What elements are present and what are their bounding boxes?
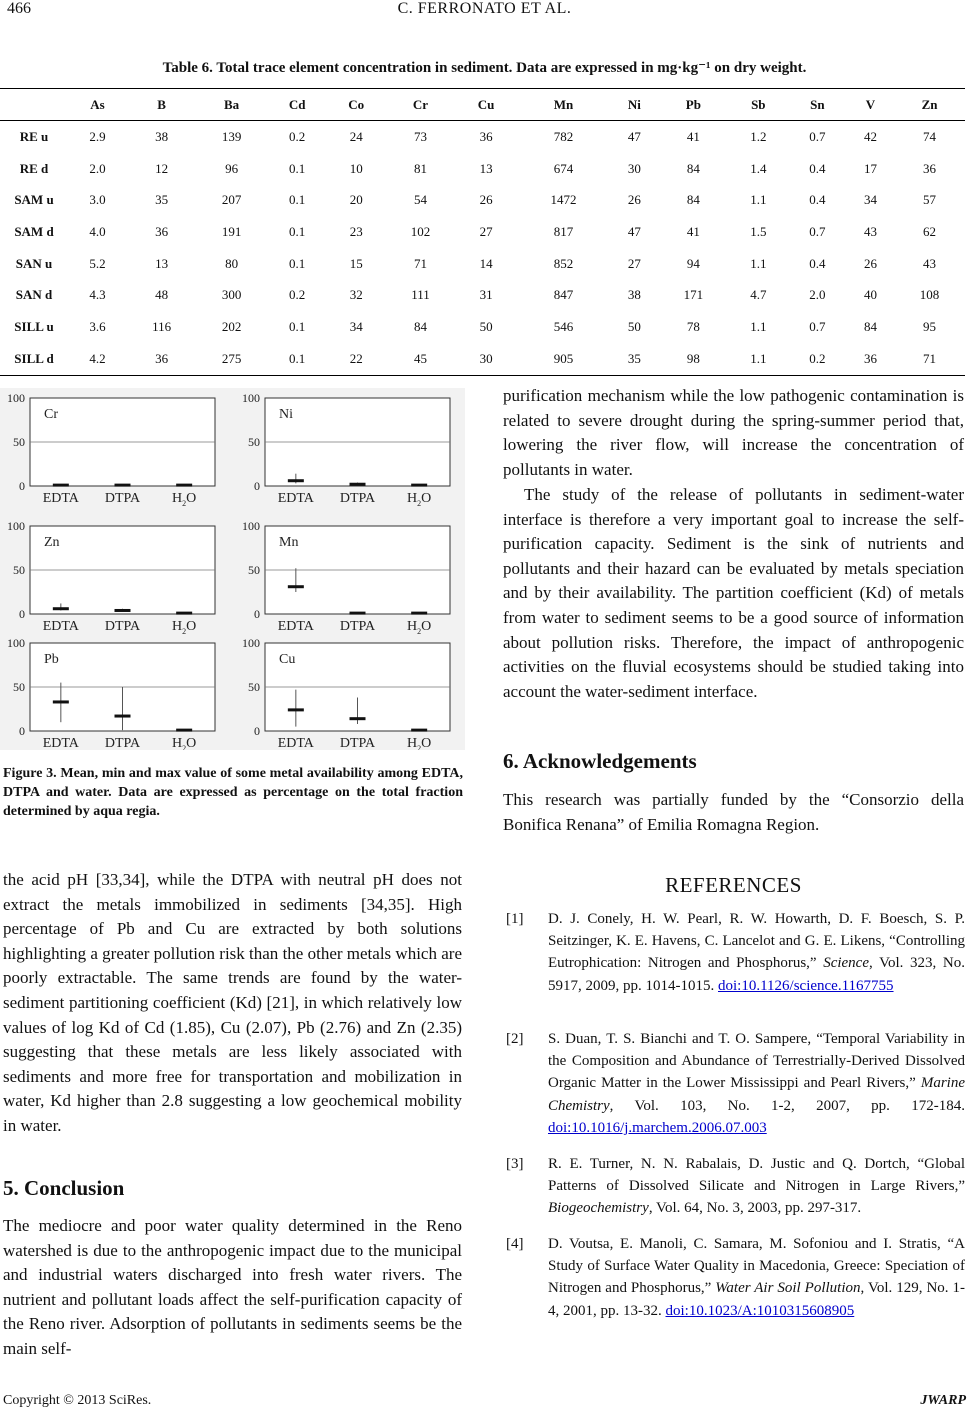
table-cell: 36 — [155, 223, 169, 239]
mean-marker — [411, 729, 427, 732]
reference-doi-link[interactable]: doi:10.1126/science.1167755 — [718, 977, 894, 994]
column-header-cr: Cr — [385, 89, 456, 121]
mean-marker — [53, 700, 69, 703]
y-tick-label: 0 — [19, 479, 25, 493]
copyright: Copyright © 2013 SciRes. — [3, 1393, 152, 1408]
table-cell: 13 — [155, 255, 169, 271]
table-cell: 0.1 — [289, 223, 306, 239]
y-tick-label: 100 — [242, 519, 260, 533]
table-cell: 14 — [479, 255, 493, 271]
page-number: 466 — [7, 0, 31, 17]
y-tick-label: 0 — [254, 607, 260, 621]
conclusion-paragraph: The mediocre and poor water quality determined in the Reno watershed is due to the anthropogenic impact due to the municipal and industrial waters discharged into fresh water rivers. The nutrient and pollutant loads affect the self-purification capacity of the Reno river. Adsorption of pollutants in sediments seems be the main self- — [3, 1216, 462, 1358]
row-label: SAM d — [14, 223, 54, 239]
table-cell: 57 — [923, 192, 937, 208]
mean-marker — [288, 708, 304, 711]
conclusion-heading: 5. Conclusion — [3, 1176, 125, 1200]
table-cell: 674 — [553, 160, 574, 176]
reference-number: [1] — [506, 911, 524, 927]
table-cell: 47 — [627, 223, 641, 239]
column-header-as: As — [68, 89, 127, 121]
mean-marker — [411, 612, 427, 615]
table-cell: 54 — [414, 192, 427, 208]
y-tick-label: 50 — [13, 563, 25, 577]
mean-marker — [350, 717, 366, 720]
table-cell: 71 — [414, 255, 427, 271]
journal-abbrev: JWARP — [920, 1393, 966, 1408]
x-tick-label: EDTA — [277, 619, 314, 634]
reference-journal: Science — [823, 955, 869, 972]
table-cell: 27 — [627, 255, 641, 271]
table-cell: 30 — [456, 343, 516, 375]
reference-details: , Vol. 323, No. 5917, 2009, pp. 1014-1015. — [548, 955, 965, 994]
references-heading: REFERENCES — [665, 873, 802, 897]
trace-element-table — [0, 88, 965, 376]
table-cell: 43 — [863, 223, 877, 239]
reference-body — [548, 1028, 965, 1139]
table-cell: 1.1 — [729, 343, 788, 375]
running-authors: C. FERRONATO ET AL. — [397, 0, 572, 17]
table-cell: 12 — [155, 160, 169, 176]
x-tick-label: DTPA — [339, 491, 376, 506]
table-cell: 84 — [863, 318, 877, 334]
table-caption: Table 6. Total trace element concentration in sediment. Data are expressed in mg·kg⁻¹ on dry weight. — [162, 60, 807, 76]
table-cell: 1.4 — [750, 160, 767, 176]
table-cell: 111 — [411, 287, 430, 303]
x-tick-label: $H_2O$ — [407, 491, 432, 508]
mean-marker — [350, 483, 366, 486]
table-cell: 36 — [923, 160, 937, 176]
table-cell: 36 — [127, 343, 196, 375]
table-cell: 50 — [627, 318, 641, 334]
table-cell: 1.5 — [750, 223, 767, 239]
chart-title: Zn — [44, 535, 60, 550]
table-cell: 34 — [349, 318, 363, 334]
y-tick-label: 0 — [254, 724, 260, 738]
y-tick-label: 0 — [254, 479, 260, 493]
table-cell: 32 — [349, 287, 363, 303]
reference-details: , Vol. 129, No. 1-4, 2001, pp. 13-32. — [548, 1280, 965, 1319]
table-cell: 108 — [919, 287, 940, 303]
table-cell: 41 — [686, 128, 700, 144]
column-header-zn: Zn — [894, 89, 965, 121]
table-cell: 22 — [327, 343, 385, 375]
y-tick-label: 100 — [7, 391, 25, 405]
table-cell: 275 — [196, 343, 267, 375]
table-cell: 4.2 — [68, 343, 127, 375]
table-cell: 546 — [553, 318, 574, 334]
chart-title: Ni — [279, 407, 293, 422]
column-header-pb: Pb — [658, 89, 729, 121]
chart-title: Pb — [44, 652, 59, 667]
table-cell: 782 — [553, 128, 574, 144]
column-header-sb: Sb — [729, 89, 788, 121]
reference-journal: Marine Chemistry — [548, 1075, 965, 1114]
table-cell: 84 — [686, 160, 700, 176]
row-label: SAN u — [15, 255, 53, 271]
table-cell: 0.4 — [809, 255, 826, 271]
y-tick-label: 50 — [248, 563, 260, 577]
chart-title: Mn — [279, 535, 299, 550]
table-cell: 905 — [516, 343, 610, 375]
x-tick-label: EDTA — [42, 491, 79, 506]
column-header-ba: Ba — [196, 89, 267, 121]
table-cell: 26 — [627, 192, 641, 208]
table-cell: 1.1 — [750, 192, 767, 208]
mean-marker — [53, 607, 69, 610]
y-tick-label: 0 — [19, 607, 25, 621]
mean-marker — [53, 484, 69, 487]
table-cell: 1472 — [550, 192, 577, 208]
table-cell: 202 — [221, 318, 242, 334]
reference-details: , Vol. 64, No. 3, 2003, pp. 297-317. — [648, 1200, 862, 1217]
acknowledgements-heading: 6. Acknowledgements — [503, 749, 697, 773]
reference-body — [548, 1153, 965, 1220]
reference-doi-link[interactable]: doi:10.1016/j.marchem.2006.07.003 — [548, 1119, 767, 1136]
y-tick-label: 100 — [242, 391, 260, 405]
table-body — [0, 121, 965, 376]
right-paragraph-1: purification mechanism while the low pathogenic contamination is related to severe drought during the spring-summer period that, lowering the river flow, will increase the concentration of pollutants in water. — [503, 386, 964, 479]
table-cell: 94 — [686, 255, 700, 271]
table-cell: 38 — [155, 128, 169, 144]
table-cell: 96 — [225, 160, 239, 176]
table-cell: 78 — [686, 318, 700, 334]
table-cell: 2.9 — [89, 128, 106, 144]
table-cell: 116 — [152, 318, 172, 334]
x-tick-label: DTPA — [104, 491, 141, 506]
table-cell: 71 — [894, 343, 965, 375]
row-label: SAN d — [15, 287, 53, 303]
column-header-v: V — [847, 89, 894, 121]
reference-body — [548, 1233, 965, 1322]
table-cell: 2.0 — [809, 287, 826, 303]
table-cell: 73 — [414, 128, 427, 144]
table-row — [0, 279, 965, 311]
row-label: SAM u — [14, 192, 54, 208]
column-header-b: B — [127, 89, 196, 121]
table-cell: 23 — [349, 223, 363, 239]
y-tick-label: 100 — [242, 636, 260, 650]
reference-journal: Biogeochemistry — [548, 1200, 649, 1217]
reference-body — [548, 908, 965, 997]
table-cell: 0.2 — [289, 128, 306, 144]
table-cell: 26 — [479, 192, 493, 208]
table-cell: 0.1 — [289, 160, 306, 176]
row-label: RE d — [19, 160, 49, 176]
table-cell: 0.7 — [809, 223, 826, 239]
table-cell: 41 — [686, 223, 700, 239]
mean-marker — [176, 484, 192, 487]
table-cell: 27 — [479, 223, 493, 239]
column-header-ni: Ni — [611, 89, 658, 121]
table-cell: 5.2 — [89, 255, 106, 271]
table-cell: 0.4 — [809, 192, 826, 208]
mean-marker — [411, 484, 427, 487]
mean-marker — [288, 585, 304, 588]
table-cell: 84 — [686, 192, 700, 208]
mean-marker — [288, 479, 304, 482]
table-cell: 35 — [155, 192, 169, 208]
table-row — [0, 343, 965, 375]
x-tick-label: EDTA — [42, 619, 79, 634]
table-corner — [0, 89, 68, 121]
x-tick-label: EDTA — [277, 491, 314, 506]
table-cell: 74 — [923, 128, 937, 144]
table-cell: 0.2 — [788, 343, 847, 375]
table-row — [0, 121, 965, 153]
mean-marker — [115, 715, 131, 718]
table-cell: 20 — [349, 192, 363, 208]
table-cell: 10 — [349, 160, 363, 176]
mean-marker — [350, 612, 366, 615]
column-header-cd: Cd — [267, 89, 327, 121]
acknowledgements-text: This research was partially funded by the “Consorzio della Bonifica Renana” of Emilia Romagna Region. — [503, 790, 964, 834]
column-header-co: Co — [327, 89, 385, 121]
table-cell: 3.6 — [89, 318, 106, 334]
reference-text: D. J. Conely, H. W. Pearl, R. W. Howarth, D. F. Boesch, S. P. Seitzinger, K. E. Havens, C. Lancelot and G. E. Likens, “Controlling Eutrophication: Nitrogen and Phosphorus,” — [548, 911, 965, 972]
reference-text: S. Duan, T. S. Bianchi and T. O. Sampere, “Temporal Variability in the Composition and Abundance of Terrestrially-Derived Dissolved Organic Matter in the Lower Mississippi and Pearl Rivers,” — [548, 1031, 965, 1092]
table-row — [0, 184, 965, 216]
y-tick-label: 50 — [248, 680, 260, 694]
table-cell: 0.1 — [267, 343, 327, 375]
column-header-cu: Cu — [456, 89, 516, 121]
table-cell: 36 — [847, 343, 894, 375]
table-cell: 2.0 — [89, 160, 106, 176]
reference-journal: Water Air Soil Pollution — [715, 1280, 861, 1297]
table-cell: 95 — [923, 318, 937, 334]
chart-title: Cr — [44, 407, 58, 422]
x-tick-label: DTPA — [339, 619, 376, 634]
y-tick-label: 100 — [7, 519, 25, 533]
left-paragraph-1: the acid pH [33,34], while the DTPA with neutral pH does not extract the metals immobilized in sediments [34,35]. High percentage of Pb and Cu are extracted by both solutions highlighting a greater pollution risk than the other metals which are poorly extractable. The same trends are found by the water-sediment partitioning coefficient (Kd) [21], in which relatively low values of log Kd of Cd (1.85), Cu (2.07), Pb (2.76) and Zn (2.35) suggesting that these metals are less likely associated with sediments and more free for transportation and mobilization in water, Kd higher than 2.8 suggesting a low geochemical mobility in water. — [3, 870, 462, 1135]
reference-number: [3] — [506, 1156, 524, 1172]
table-cell: 0.7 — [809, 318, 826, 334]
table-cell: 4.3 — [89, 287, 106, 303]
x-tick-label: $H_2O$ — [172, 619, 197, 636]
reference-details: , Vol. 103, No. 1-2, 2007, pp. 172-184. — [609, 1097, 965, 1114]
table-row — [0, 153, 965, 185]
table-cell: 50 — [479, 318, 493, 334]
table-cell: 43 — [923, 255, 937, 271]
table-cell: 40 — [863, 287, 877, 303]
table-cell: 34 — [863, 192, 877, 208]
y-tick-label: 0 — [19, 724, 25, 738]
figure-caption: Figure 3. Mean, min and max value of some metal availability among EDTA, DTPA and water. Data are expressed as percentage on the total fraction determined by aqua regia. — [3, 766, 463, 819]
table-cell: 4.0 — [89, 223, 106, 239]
table-cell: 98 — [658, 343, 729, 375]
table-cell: 0.1 — [289, 255, 306, 271]
table-cell: 81 — [414, 160, 427, 176]
table-row — [0, 311, 965, 343]
table-cell: 15 — [349, 255, 363, 271]
x-tick-label: $H_2O$ — [172, 491, 197, 508]
row-label: SILL u — [14, 318, 54, 334]
table-cell: 0.1 — [289, 318, 306, 334]
table-cell: 300 — [221, 287, 242, 303]
y-tick-label: 50 — [248, 435, 260, 449]
table-cell: 1.1 — [750, 255, 767, 271]
table-cell: 191 — [221, 223, 242, 239]
table-cell: 45 — [385, 343, 456, 375]
table-cell: 26 — [863, 255, 877, 271]
table-cell: 36 — [479, 128, 493, 144]
row-label: RE u — [19, 128, 49, 144]
column-header-mn: Mn — [516, 89, 610, 121]
table-cell: 84 — [414, 318, 427, 334]
x-tick-label: DTPA — [104, 619, 141, 634]
table-cell: 17 — [863, 160, 877, 176]
table-row — [0, 216, 965, 248]
table-cell: 207 — [221, 192, 242, 208]
reference-doi-link[interactable]: doi:10.1023/A:1010315608905 — [665, 1302, 855, 1319]
table-cell: 1.1 — [750, 318, 767, 334]
table-cell: 139 — [221, 128, 242, 144]
table-cell: 847 — [553, 287, 574, 303]
table-cell: 0.7 — [809, 128, 826, 144]
table-cell: 24 — [349, 128, 363, 144]
table-cell: 31 — [479, 287, 493, 303]
x-tick-label: EDTA — [42, 736, 79, 750]
table-cell: 171 — [683, 287, 704, 303]
references-list — [506, 908, 965, 1378]
page-header — [0, 0, 969, 30]
mean-marker — [115, 484, 131, 487]
reference-number: [4] — [506, 1236, 524, 1252]
y-tick-label: 50 — [13, 435, 25, 449]
table-cell: 42 — [863, 128, 877, 144]
row-label: SILL d — [0, 343, 68, 375]
table-cell: 30 — [627, 160, 641, 176]
table-cell: 0.4 — [809, 160, 826, 176]
x-tick-label: DTPA — [339, 736, 376, 750]
table-cell: 852 — [553, 255, 574, 271]
table-cell: 4.7 — [750, 287, 767, 303]
y-tick-label: 50 — [13, 680, 25, 694]
table-cell: 102 — [410, 223, 431, 239]
right-paragraph-2: The study of the release of pollutants in sediment-water interface is therefore a very important goal to increase the self-purification capacity. Sediment is the sink of nutrients and pollutants and their hazard can be evaluated by metals speciation and by their availability. The partition coefficient (Kd) of metals from water to sediment seems to be a good source of information about pollution risks. Therefore, the impact of anthropogenic activities on the fluvial ecosystems should be studied taking into account the water-sediment interface. — [503, 485, 964, 701]
x-tick-label: $H_2O$ — [172, 736, 197, 750]
reference-number: [2] — [506, 1031, 524, 1047]
table-cell: 817 — [553, 223, 574, 239]
mean-marker — [176, 612, 192, 615]
x-tick-label: EDTA — [277, 736, 314, 750]
table-cell: 1.2 — [750, 128, 767, 144]
x-tick-label: DTPA — [104, 736, 141, 750]
x-tick-label: $H_2O$ — [407, 736, 432, 750]
table-row — [0, 248, 965, 280]
table-cell: 0.1 — [289, 192, 306, 208]
reference-text: R. E. Turner, N. N. Rabalais, D. Justic and Q. Dortch, “Global Patterns of Dissolved Silicate and Nitrogen in Large Rivers,” — [548, 1156, 965, 1195]
x-tick-label: $H_2O$ — [407, 619, 432, 636]
table-cell: 3.0 — [89, 192, 106, 208]
table-cell: 80 — [225, 255, 239, 271]
table-cell: 62 — [923, 223, 937, 239]
figure-3-charts — [0, 388, 465, 750]
reference-text: D. Voutsa, E. Manoli, C. Samara, M. Sofoniou and I. Stratis, “A Study of Surface Water Quality in Macedonia, Greece: Speciation of Nitrogen and Phosphorus,” — [548, 1236, 965, 1297]
y-tick-label: 100 — [7, 636, 25, 650]
chart-title: Cu — [279, 652, 296, 667]
table-cell: 13 — [479, 160, 493, 176]
mean-marker — [176, 729, 192, 732]
column-header-sn: Sn — [788, 89, 847, 121]
table-cell: 0.2 — [289, 287, 306, 303]
table-cell: 47 — [627, 128, 641, 144]
table-header-row — [0, 89, 965, 121]
table-cell: 35 — [611, 343, 658, 375]
table-cell: 48 — [155, 287, 169, 303]
mean-marker — [115, 609, 131, 612]
table-cell: 38 — [627, 287, 641, 303]
